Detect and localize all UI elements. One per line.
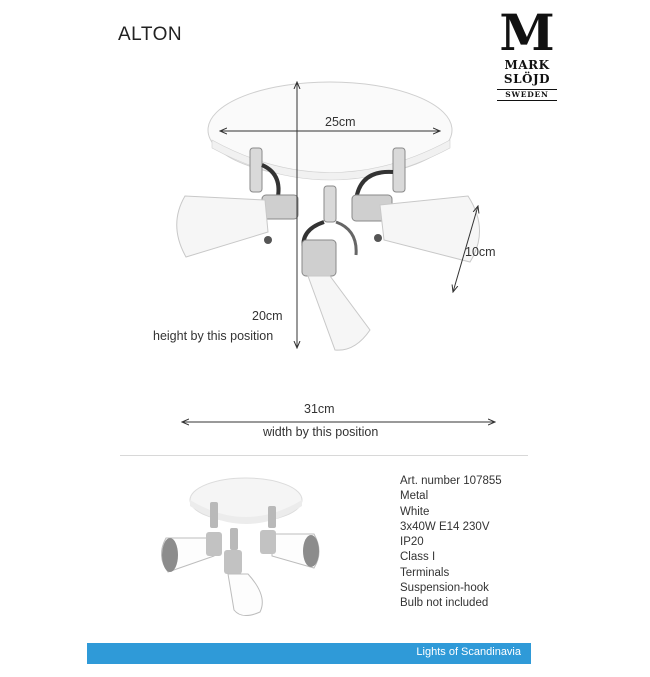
spec-item: IP20 xyxy=(400,536,424,549)
footer-bar xyxy=(87,643,531,664)
dimension-width-note: width by this position xyxy=(263,425,379,439)
dimension-diameter: 25cm xyxy=(325,115,356,129)
section-divider xyxy=(120,455,528,456)
spec-item: Suspension-hook xyxy=(400,582,489,595)
spec-item: Bulb not included xyxy=(400,597,489,610)
logo-word-slojd: SLÖJD xyxy=(503,72,551,86)
spec-item: 3x40W E14 230V xyxy=(400,520,490,533)
dimension-height: 20cm xyxy=(252,309,283,323)
dimension-shade: 10cm xyxy=(465,245,496,259)
logo-monogram: M xyxy=(499,3,555,62)
dimension-height-note: height by this position xyxy=(153,329,274,343)
footer-tagline: Lights of Scandinavia xyxy=(416,646,521,658)
spot-shade-right xyxy=(352,195,480,262)
spec-item: Class I xyxy=(400,551,436,564)
product-photo xyxy=(148,472,333,622)
product-title: ALTON xyxy=(118,24,183,45)
spec-item: Art. number 107855 xyxy=(400,475,502,487)
spec-item: White xyxy=(400,505,430,518)
spec-list xyxy=(400,474,502,612)
logo-word-mark: MARK xyxy=(504,58,550,72)
spot-shade-left xyxy=(177,195,298,257)
spec-item: Metal xyxy=(400,490,429,503)
dimension-width: 31cm xyxy=(304,402,335,416)
spec-item: Terminals xyxy=(400,566,450,579)
logo-word-sweden: SWEDEN xyxy=(497,89,557,101)
spot-shade-center xyxy=(302,240,370,350)
